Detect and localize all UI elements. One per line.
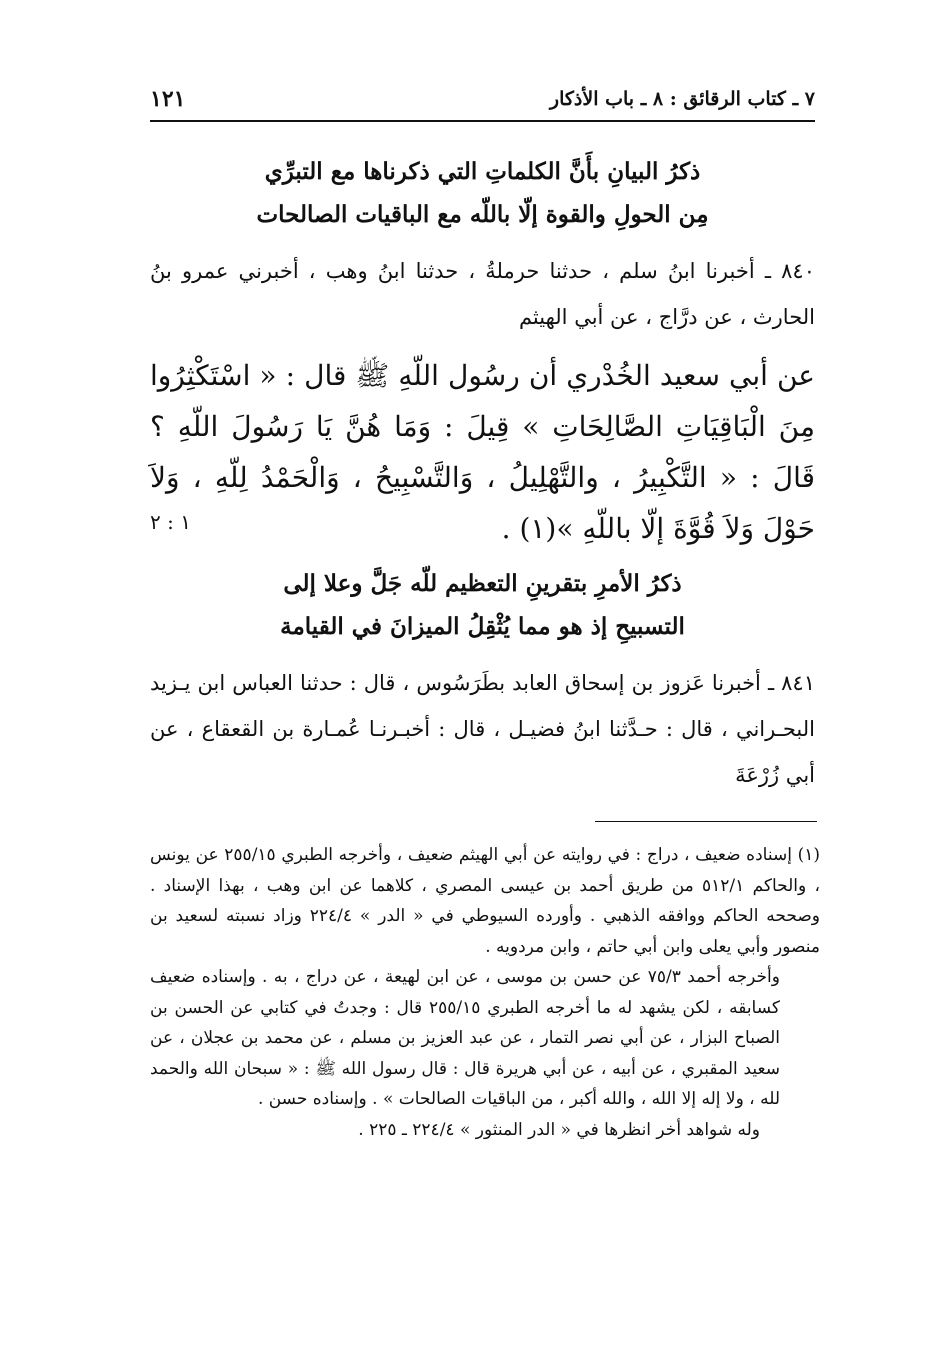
header-divider — [150, 120, 815, 122]
running-title: ٧ ـ كتاب الرقائق : ٨ ـ باب الأذكار — [549, 88, 815, 110]
heading-line: ذكرُ البيانِ بأَنَّ الكلماتِ التي ذكرناها مع التبرِّي — [264, 158, 701, 185]
heading-line: التسبيحِ إذ هو مما يُثْقِلُ الميزانَ في القيامة — [280, 613, 685, 640]
cross-reference: ١ : ٢ — [150, 510, 191, 534]
main-text — [150, 150, 815, 808]
footnote-divider — [595, 821, 817, 822]
isnad-841: ٨٤١ ـ أخبرنا عَزوز بن إسحاق العابد بطَرَسُوس ، قال : حدثنا العباس ابن يـزيد البحـراني ، قال : حـدَّثنا ابنُ فضيـل ، قال : أخبـرنـا عُمـارة بن القعقاع ، عن أبي زُرْعَةَ — [150, 671, 815, 787]
isnad-840: ٨٤٠ ـ أخبرنا ابنُ سلم ، حدثنا حرملةُ ، حدثنا ابنُ وهب ، أخبرني عمرو بنُ الحارث ، عن درَّاج ، عن أبي الهيثم — [150, 259, 815, 329]
footnotes — [150, 840, 820, 1145]
footnote-1: (١) إسناده ضعيف ، دراج : في روايته عن أبي الهيثم ضعيف ، وأخرجه الطبري ٢٥٥/١٥ عن يونس ، والحاكم ٥١٢/١ من طريق أحمد بن عيسى المصري ، كلاهما عن ابن وهب ، بهذا الإسناد . وصححه الحاكم ووافقه الذهبي . وأورده السيوطي في « الدر » ٢٢٤/٤ وزاد نسبته لسعيد بن منصور وأبي يعلى وابن أبي حاتم ، وابن مردويه . — [150, 845, 821, 957]
heading-line: ذكرُ الأمرِ بتقرينِ التعظيم للّه جَلَّ وعلا إلى — [283, 570, 682, 597]
hadith-840 — [150, 350, 815, 554]
section-heading-840 — [150, 150, 815, 236]
section-heading-841 — [150, 562, 815, 648]
page-header — [150, 80, 815, 118]
footnote-1-continued: وأخرجه أحمد ٧٥/٣ عن حسن بن موسى ، عن ابن لهيعة ، عن دراج ، به . وإسناده ضعيف كسابقه ، لكن يشهد له ما أخرجه الطبري ٢٥٥/١٥ قال : وجدتُ في كتابي عن الحسن بن الصباح البزار ، عن أبي نصر التمار ، عن عبد العزيز بن مسلم ، عن محمد بن عجلان ، عن سعيد المقبري ، عن أبيه ، عن أبي هريرة قال : قال رسول الله ﷺ : « سبحان الله والحمد لله ، ولا إله إلا الله ، والله أكبر ، من الباقيات الصالحات » . وإسناده حسن . — [150, 967, 780, 1109]
matn-840: عن أبي سعيد الخُدْري أن رسُول اللّهِ ﷺ قال : « اسْتَكْثِرُوا مِنَ الْبَاقِيَاتِ الصَّالِحَاتِ » قِيلَ : وَمَا هُنَّ يَا رَسُولَ اللّهِ ؟ قَالَ : « التَّكْبِيرُ ، والتَّهْلِيلُ ، وَالتَّسْبِيحُ ، وَالْحَمْدُ لِلّهِ ، وَلاَ حَوْلَ وَلاَ قُوَّةَ إلّا باللّهِ »(١) . — [150, 359, 815, 545]
footnote-1-last: وله شواهد أخر انظرها في « الدر المنثور » ٢٢٤/٤ ـ ٢٢٥ . — [358, 1119, 760, 1140]
heading-line: مِن الحولِ والقوة إلّا باللّه مع الباقيات الصالحات — [256, 201, 709, 228]
page-number: ١٢١ — [150, 86, 186, 112]
